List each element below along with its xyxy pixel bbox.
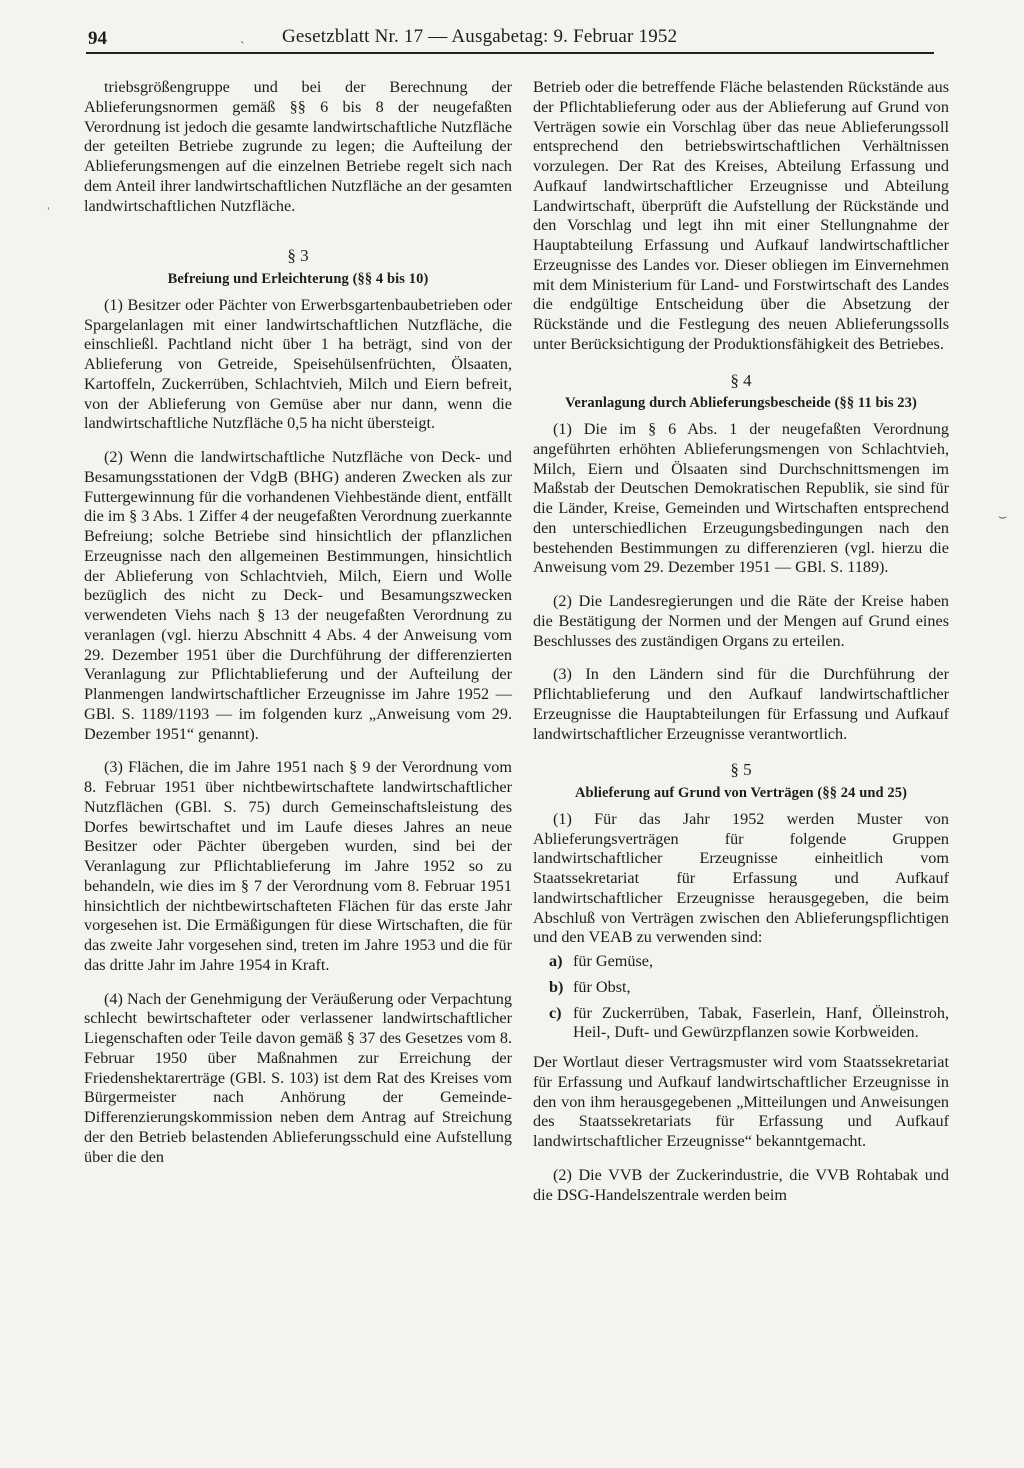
section-4-paragraph-3: (3) In den Ländern sind für die Durchführung der Pflichtablieferung und den Aufkauf landwirtschaftlicher Erzeugnisse die Hauptabteilungen für Erfassung und Aufkauf landwirtschaftlicher Erzeugnisse verantwortlich. (533, 665, 949, 743)
list-item-text: für Obst, (573, 977, 631, 996)
list-item-text: für Gemüse, (573, 952, 654, 970)
scan-mark: ˋ (240, 40, 245, 55)
section-3-sign: § 3 (287, 246, 309, 266)
list-item (533, 952, 949, 972)
section-3-paragraph-1: (1) Besitzer oder Pächter von Erwerbsgartenbaubetrieben oder Spargelanlagen mit einer landwirtschaftlichen Nutzfläche, die einschließl. Pachtland nicht über 1 ha beträgt, sind von der Ablieferung von Getreide, Speisehülsenfrüchten, Ölsaaten, Kartoffeln, Zuckerrüben, Schlachtvieh, Milch und Eiern befreit, von der Ablieferung von Gemüse aber nur dann, wenn die landwirtschaftliche Nutzfläche 0,5 ha nicht übersteigt. (84, 295, 512, 433)
section-4-heading: Veranlagung durch Ablieferungsbescheide (§§ 11 bis 23) (565, 395, 917, 412)
intro-paragraph: triebsgrößengruppe und bei der Berechnung der Ablieferungsnormen gemäß §§ 6 bis 8 der neugefaßten Verordnung ist jedoch die gesamte landwirtschaftliche Nutzfläche der geteilten Betriebe zugrunde zu legen; die Aufteilung der Ablieferungsmengen auf die einzelnen Betriebe regelt sich nach dem Anteil ihrer landwirtschaftlichen Nutzfläche an der gesamten landwirtschaftlichen Nutzfläche. (84, 78, 512, 215)
section-5-paragraph-2: (2) Die VVB der Zuckerindustrie, die VVB Rohtabak und die DSG-Handelszentrale werden beim (533, 1165, 949, 1204)
section-5-heading: Ablieferung auf Grund von Verträgen (§§ 24 und 25) (574, 785, 908, 801)
list-item (533, 978, 949, 998)
page-header (86, 22, 934, 54)
list-item-text: für Zuckerrüben, Tabak, Faserlein, Hanf, Ölleinstroh, Heil-, Duft- und Gewürzpflanzen sowie Korbweiden. (573, 1003, 949, 1042)
section-5-sign: § 5 (730, 760, 752, 780)
list-item (533, 1004, 949, 1044)
scan-mark: ⌣ (998, 510, 1008, 525)
page-number: 94 (88, 28, 107, 49)
continuation-paragraph: Betrieb oder die betreffende Fläche belastenden Rückstände aus der Pflichtablieferung oder aus der Ablieferung auf Grund von Verträgen sowie ein Vorschlag über das neue Ablieferungssoll entsprechend den betriebswirtschaftlichen Verhältnissen vorzulegen. Der Rat des Kreises, Abteilung Erfassung und Aufkauf landwirtschaftlicher Erzeugnisse und Abteilung Landwirtschaft, überprüft die Aufstellung der Rückstände und den Vorschlag und legt ihn mit einer Stellungnahme der Hauptabteilung Erfassung und Aufkauf landwirtschaftlicher Erzeugnisse des Landes vor. Dieser obliegen im Einvernehmen mit dem Ministerium für Land- und Forstwirtschaft des Landes die endgültige Entscheidung über die Absetzung der Rückstände und die Festlegung des neuen Ablieferungssolls unter Berücksichtigung der Produktionsfähigkeit des Betriebes. (533, 78, 949, 353)
right-column (533, 78, 949, 1219)
section-4-paragraph-1: (1) Die im § 6 Abs. 1 der neugefaßten Verordnung angeführten erhöhten Ablieferungsmengen von Schlachtvieh, Milch, Eiern und Ölsaaten sind Durchschnittsmengen im Maßstab der Deutschen Demokratischen Republik, sie sind für die Länder, Kreise, Gemeinden und Wirtschaften entsprechend den unterschiedlichen Erzeugungsbedingungen nach den bestehenden Bestimmungen zu differenzieren (vgl. hierzu die Anweisung vom 29. Dezember 1951 — GBl. S. 1189). (533, 420, 949, 577)
section-3-heading: Befreiung und Erleichterung (§§ 4 bis 10) (167, 271, 429, 287)
list-item-marker: c) (549, 1003, 562, 1022)
section-4-paragraph-2: (2) Die Landesregierungen und die Räte der Kreise haben die Bestätigung der Normen und der Mengen auf Grund eines Beschlusses des zuständigen Organs zu erteilen. (533, 592, 949, 650)
contract-groups-list (533, 952, 949, 1043)
gazette-title: Gesetzblatt Nr. 17 — Ausgabetag: 9. Februar 1952 (282, 26, 678, 47)
section-3-paragraph-4: (4) Nach der Genehmigung der Veräußerung oder Verpachtung schlecht bewirtschafteter oder verlassener landwirtschaftlicher Liegenschaften oder Teile davon gemäß § 37 des Gesetzes vom 8. Februar 1950 über Maßnahmen zur Erreichung der Friedenshektarerträge (GBl. S. 103) ist dem Rat des Kreises vom Bürgermeister nach Anhörung der Gemeinde-Differenzierungskommission neben dem Antrag auf Streichung der den Betrieb belastenden Ablieferungsschuld eine Aufstellung über die den (84, 989, 512, 1166)
section-5-after-list: Der Wortlaut dieser Vertragsmuster wird vom Staatssekretariat für Erfassung und Aufkauf landwirtschaftlicher Erzeugnisse in den von ihm herausgegebenen „Mitteilungen und Anweisungen des Staatssekretariats für Erfassung und Aufkauf landwirtschaftlicher Erzeugnisse“ bekanntgemacht. (533, 1053, 949, 1150)
section-4-sign: § 4 (730, 370, 752, 390)
section-3-paragraph-3: (3) Flächen, die im Jahre 1951 nach § 9 der Verordnung vom 8. Februar 1951 über nichtbewirtschaftete landwirtschaftlicher Nutzflächen (GBl. S. 75) durch Gemeinschaftsleistung des Dorfes bewirtschaftet und im Laufe dieses Jahres an neue Besitzer oder Pächter übergeben wurden, sind bei der Veranlagung zur Pflichtablieferung im Jahre 1952 so zu behandeln, wie dies im § 7 der Verordnung vom 8. Februar 1951 hinsichtlich der nichtbewirtschafteten Flächen für das erste Jahr vorgesehen ist. Die Ermäßigungen für diese Wirtschaften, die für das zweite Jahr vorgesehen sind, treten im Jahre 1953 und die für das dritte Jahr im Jahre 1954 in Kraft. (84, 758, 512, 974)
section-3-paragraph-2: (2) Wenn die landwirtschaftliche Nutzfläche von Deck- und Besamungsstationen der VdgB (BHG) anderen Zwecken als zur Futtergewinnung für die vorhandenen Viehbestände dient, entfällt die im § 3 Abs. 1 Ziffer 4 der neugefaßten Verordnung zuerkannte Befreiung; solche Betriebe sind hinsichtlich der pflanzlichen Erzeugnisse nach den allgemeinen Bestimmungen, hinsichtlich der Ablieferung von Schlachtvieh, Milch, Eiern und Wolle bezüglich des nicht zu Deck- und Besamungszwecken verwendeten Viehs nach § 13 der neugefaßten Verordnung zu veranlagen (vgl. hierzu Abschnitt 4 Abs. 4 der Anweisung vom 29. Dezember 1951 über die Durchführung der differenzierten Veranlagung zur Pflichtablieferung und der Aufteilung der Planmengen landwirtschaftlicher Erzeugnisse im Jahre 1952 — GBl. S. 1189/1193 — im folgenden kurz „Anweisung vom 29. Dezember 1951“ genannt). (84, 448, 512, 743)
list-item-marker: b) (549, 977, 564, 996)
scan-mark: ˈ (46, 206, 51, 221)
left-column (84, 78, 512, 1181)
list-item-marker: a) (549, 952, 563, 970)
section-5-paragraph-1: (1) Für das Jahr 1952 werden Muster von Ablieferungsverträgen für folgende Gruppen landwirtschaftlicher Erzeugnisse einheitlich vom Staatssekretariat für Erfassung und Aufkauf landwirtschaftlicher Erzeugnisse herausgegeben, die beim Abschluß von Verträgen zwischen den Ablieferungspflichtigen und den VEAB zu verwenden sind: (533, 809, 949, 947)
